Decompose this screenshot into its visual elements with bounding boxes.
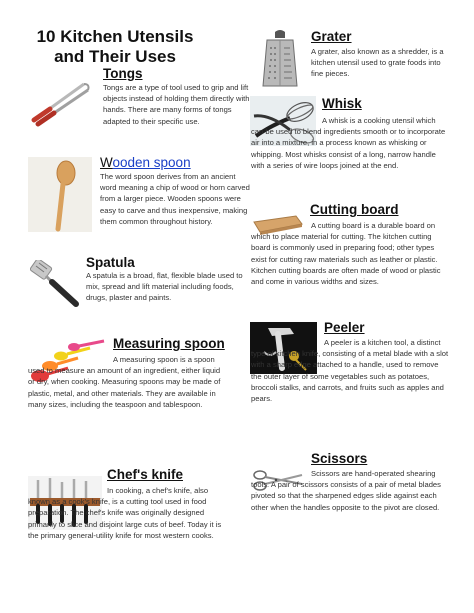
spatula-description: A spatula is a broad, flat, flexible blade used to mix, spread and lift material including foods, drugs, plaster and paints. [86, 271, 243, 303]
cutting-board-description: A cutting board is a durable board on which to place material for cutting. The kitchen cutting board is commonly used in preparing food; other types exist for cutting raw materials such as leather or plastic. Kitchen cutting boards are often made of wood or plastic and come in various widths and sizes. [251, 221, 441, 287]
wooden-spoon-image [28, 157, 92, 232]
cutting-board-heading: Cutting board [310, 202, 399, 217]
scissors-description: Scissors are hand-operated shearing tools. A pair of scissors consists of a pair of metal blades pivoted so that the sharpened edges slide against each other when the handles opposite to the pivot are closed. [251, 469, 441, 512]
measuring-spoon-heading: Measuring spoon [113, 336, 225, 351]
wooden-spoon-description: The word spoon derives from an ancient word meaning a chip of wood or horn carved from a larger piece. Wooden spoons were easy to carve and thus inexpensive, making them common throughout history. [100, 172, 250, 226]
scissors-heading: Scissors [311, 451, 368, 466]
wooden-spoon-heading [100, 155, 191, 171]
whisk-description: A whisk is a cooking utensil which can be used to blend ingredients smooth or to incorporate air into a mixture, in a process known as whisking or whipping. Most whisks consist of a long, narrow handle with a series of wire loops joined at the end. [251, 116, 446, 170]
page-title: 10 Kitchen Utensils and Their Uses [36, 27, 194, 66]
chefs-knife-heading: Chef's knife [107, 467, 183, 482]
spatula-image [30, 260, 80, 310]
tongs-description: Tongs are a type of tool used to grip and lift objects instead of holding them directly with hands. There are many forms of tongs adapted to their specific use. [103, 83, 250, 126]
measuring-spoon-description: A measuring spoon is a spoon used to measure an amount of an ingredient, either liquid or dry, when cooking. Measuring spoons may be made of plastic, metal, and other materials. They are available in many sizes, including the teaspoon and tablespoon. [28, 355, 221, 409]
wooden-spoon-heading-initial: W [100, 155, 113, 170]
tongs-image [28, 78, 96, 130]
grater-description: A grater, also known as a shredder, is a kitchen utensil used to grate foods into fine pieces. [311, 47, 444, 79]
peeler-description: A peeler is a kitchen tool, a distinct type of kitchen knife, consisting of a metal blade with a slot with a sharp edge attached to a handle, used to remove the outer layer of some vegetables such as potatoes, broccoli stalks, and carrots, and fruits such as apples and pears. [251, 338, 449, 404]
grater-image [259, 30, 301, 88]
wooden-spoon-link[interactable]: ooden spoon [112, 155, 191, 170]
chefs-knife-description: In cooking, a chef's knife, also known as a cook's knife, is a cutting tool used in food preparation. The chef's knife was originally designed primarily to slice and disjoint large cuts of beef. Today it is the primary general-utility knife for most western cooks. [28, 486, 222, 540]
spatula-heading: Spatula [86, 255, 135, 270]
grater-heading: Grater [311, 29, 352, 44]
whisk-heading: Whisk [322, 96, 362, 111]
peeler-heading: Peeler [324, 320, 365, 335]
tongs-heading: Tongs [103, 66, 143, 81]
